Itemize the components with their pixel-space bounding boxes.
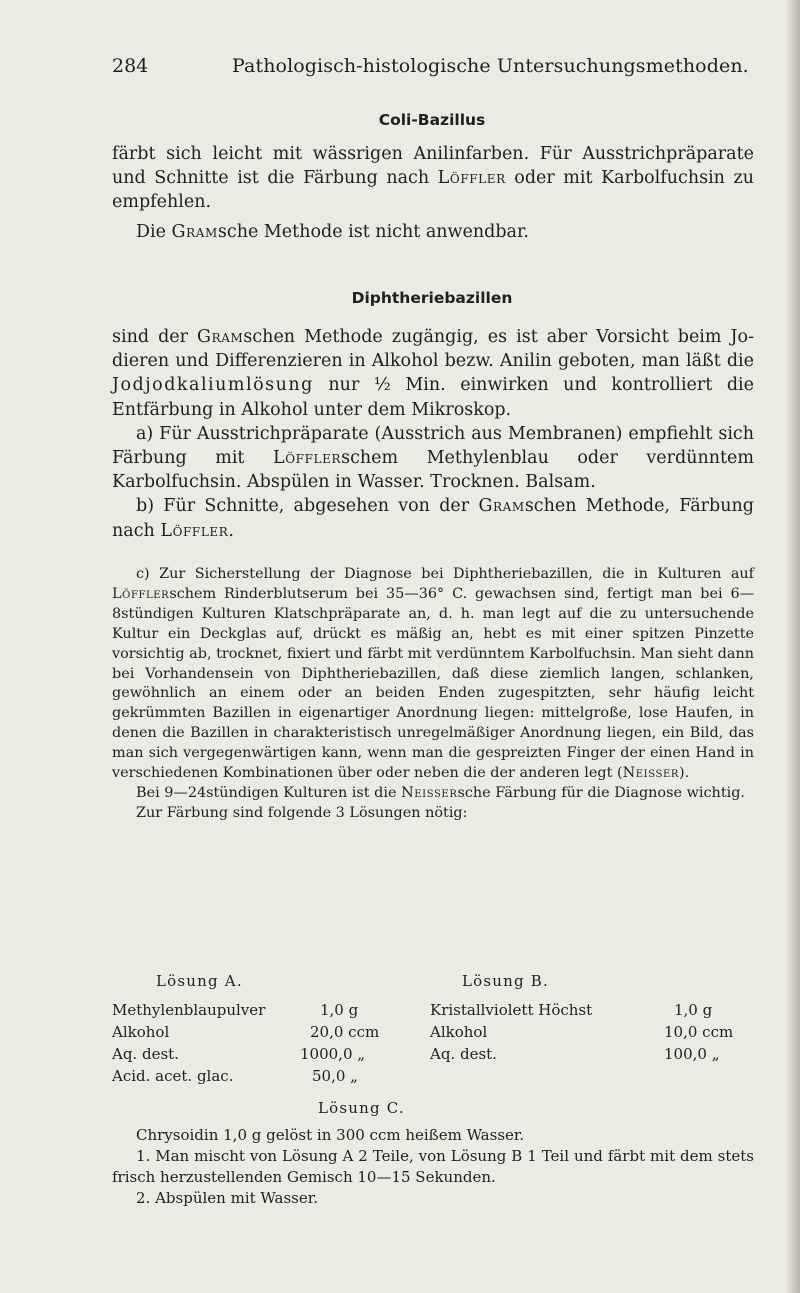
page-number: 284 [112, 55, 149, 77]
item-b: b) Für Schnitte, abgesehen von der Gramschen Methode, Färbung nach Löffler. [112, 496, 754, 541]
author-name: Löffler [112, 585, 170, 602]
author-name: Neisser [401, 784, 458, 801]
author-name: Löffler [273, 448, 342, 469]
diphtherie-paragraph: sind der Gramschen Methode zugängig, es ist aber Vorsicht beim Jodieren und Differenzieren in Alkohol bezw. Anilin geboten, man läßt die Jodjodkaliumlösung nur ½ Min. einwirken und kontrolliert die Entfärbung in Alkohol unter dem Mikroskop. [112, 327, 754, 420]
running-title: Pathologisch-histologische Untersuchungsmethoden. [232, 55, 749, 77]
recipe-row: Aq. dest. 100,0 „ [430, 1045, 720, 1063]
item-a: a) Für Ausstrichpräparate (Ausstrich aus Membranen) empfiehlt sich Färbung mit Löfflerschem Methylenblau oder verdünntem Karbolfuchsin. Abspülen in Wasser. Trocknen. Balsam. [112, 423, 754, 493]
solution-b-title: Lösung B. [462, 972, 549, 990]
author-name: Gram [197, 327, 244, 347]
step-2: 2. Abspülen mit Wasser. [136, 1189, 319, 1207]
author-name: Neisser [622, 765, 679, 782]
solution-c-text: Chrysoidin 1,0 g gelöst in 300 ccm heißem Wasser. [136, 1126, 525, 1144]
small-print-section [112, 565, 754, 824]
gram-note: Die Gramsche Methode ist nicht anwendbar. [136, 221, 529, 242]
recipe-row: Kristallviolett Höchst 1,0 g [430, 1001, 713, 1019]
item-c: c) Zur Sicherstellung der Diagnose bei Diphtheriebazillen, die in Kulturen auf Löfflerschem Rinderblutserum bei 35—36° C. gewachsen sind, fertigt man bei 6—8stündigen Kulturen Klatschpräparate an, d. h. man legt auf die zu untersuchende Kultur ein Deckglas auf, drückt es mäßig an, hebt es mit einer spitzen Pinzette vorsichtig ab, trocknet, fixiert und färbt mit verdünntem Karbolfuchsin. Man sieht dann bei Vorhandensein von Diphtheriebazillen, daß diese ziemlich langen, schlanken, gewöhnlich an einem oder an beiden Enden zugespitzten, sehr häufig leicht gekrümmten Bazillen in eigenartiger Anordnung liegen: mittelgroße, lose Haufen, in denen die Bazillen in charakteristisch unregelmäßiger Anordnung liegen, ein Bild, das man sich vergegenwärtigen kann, wenn man die gespreizten Finger der einen Hand in verschiedenen Kombinationen über oder neben die der anderen legt (Neisser). [112, 566, 754, 782]
recipe-row: Alkohol 20,0 ccm [112, 1023, 380, 1041]
author-name: Gram [478, 496, 525, 517]
section-heading-diphtherie: Diphtheriebazillen [351, 289, 513, 307]
author-name: Löffler [437, 168, 506, 189]
neisser-note: Bei 9—24stündigen Kulturen ist die Neissersche Färbung für die Diagnose wichtig. [136, 784, 745, 801]
section-heading-coli: Coli-Bazillus [378, 111, 486, 129]
solutions-intro: Zur Färbung sind folgende 3 Lösungen nötig: [136, 804, 468, 821]
author-name: Gram [171, 221, 218, 242]
procedure-steps [112, 1125, 754, 1209]
recipe-row: Aq. dest. 1000,0 „ [112, 1045, 366, 1063]
coli-section [112, 142, 754, 244]
recipe-row: Methylenblaupulver 1,0 g [112, 1001, 359, 1019]
recipe-row: Alkohol 10,0 ccm [430, 1023, 734, 1041]
step-1: 1. Man mischt von Lösung A 2 Teile, von Lösung B 1 Teil und färbt mit dem stets frisch herzustellenden Gemisch 10—15 Sekunden. [112, 1147, 754, 1186]
author-name: Löffler [160, 520, 229, 541]
coli-paragraph: färbt sich leicht mit wässrigen Anilinfarben. Für Ausstrichpräparate und Schnitte ist die Färbung nach Löffler oder mit Karbolfuchsin zu empfehlen. [112, 144, 754, 213]
page-edge-shadow [786, 0, 800, 1293]
solution-c-title: Lösung C. [318, 1099, 405, 1117]
running-head [112, 55, 752, 85]
diphtherie-section [112, 325, 754, 543]
recipe-row: Acid. acet. glac. 50,0 „ [112, 1067, 358, 1085]
solution-a-title: Lösung A. [156, 972, 243, 990]
